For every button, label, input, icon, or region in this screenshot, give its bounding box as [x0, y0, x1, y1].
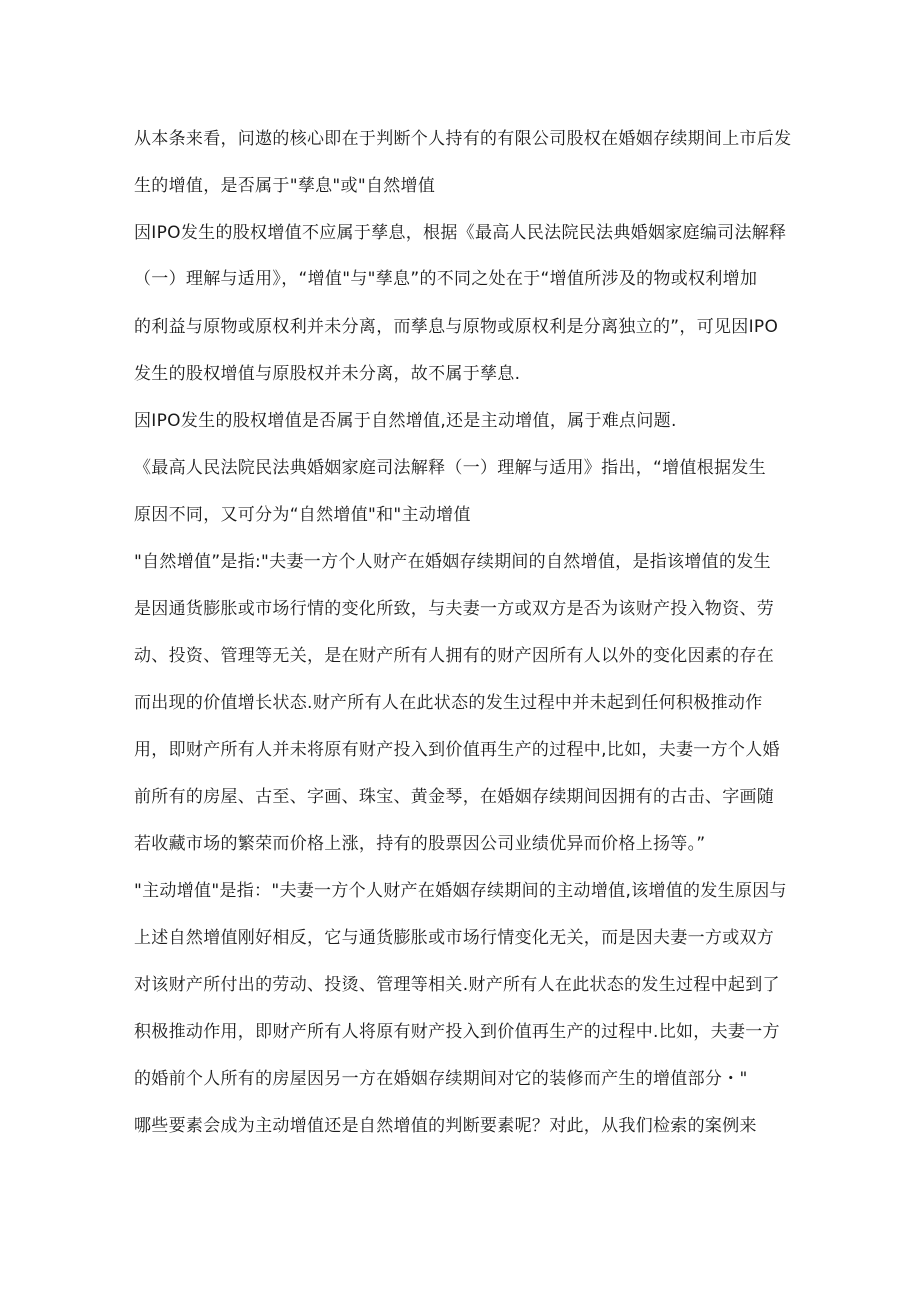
text-line: 而出现的价值增长状态.财产所有人在此状态的发生过程中并未起到任何积极推动作: [134, 693, 763, 713]
text-line: 发生的股权增值与原股权并未分离，故不属于孳息.: [134, 364, 521, 384]
text-line: （一）理解与适用》，“增值"与"孳息”的不同之处在于“增值所涉及的物或权利增加: [134, 269, 758, 289]
text-line: 积极推动作用，即财产所有人将原有财产投入到价值再生产的过程中.比如，夫妻一方: [134, 1022, 780, 1042]
text-line: 的利益与原物或原权利并未分离，而孳息与原物或原权利是分离独立的”，可见因IPO: [134, 317, 779, 337]
text-line: 对该财产所付出的劳动、投烫、管理等相关.财产所有人在此状态的发生过程中起到了: [134, 975, 780, 995]
text-line: 因IPO发生的股权增值不应属于孳息，根据《最高人民法院民法典婚姻家庭编司法解释: [134, 223, 787, 243]
text-line: 生的增值，是否属于"孳息"或"自然增值: [134, 176, 436, 196]
text-line: 前所有的房屋、古至、字画、珠宝、黄金琴，在婚姻存续期间因拥有的古击、字画随: [134, 787, 775, 807]
text-line: 动、投资、管理等无关，是在财产所有人拥有的财产因所有人以外的变化因素的存在: [134, 646, 775, 666]
text-line: 原因不同，又可分为“自然增值"和"主动增值: [134, 505, 471, 525]
text-line: 上述自然增值刚好相反，它与通货膨胀或市场行情变化无关，而是因夫妻一方或双方: [134, 928, 775, 948]
text-line: "主动增值"是指："夫妻一方个人财产在婚姻存续期间的主动增值,该增值的发生原因与: [134, 881, 787, 901]
text-line: 的婚前个人所有的房屋因另一方在婚姻存续期间对它的装修而产生的增值部分・": [134, 1069, 748, 1089]
text-line: 《最高人民法院民法典婚姻家庭司法解释（一）理解与适用》指出，“增值根据发生: [134, 458, 766, 478]
text-line: 因IPO发生的股权增值是否属于自然增值,还是主动增值，属于难点问题.: [134, 411, 677, 431]
text-line: 用，即财产所有人并未将原有财产投入到价值再生产的过程中,比如，夫妻一方个人婚: [134, 740, 780, 760]
text-line: 从本条来看，问遨的核心即在于判断个人持有的有限公司股权在婚姻存续期间上市后发: [134, 129, 792, 149]
text-line: 若收藏市场的繁荣而价格上涨，持有的股票因公司业绩优异而价格上扬等。”: [134, 834, 706, 854]
text-line: 哪些要素会成为主动增值还是自然增值的判断要素呢？对此，从我们检索的案例来: [134, 1116, 757, 1136]
text-line: 是因通货膨胀或市场行情的变化所致，与夫妻一方或双方是否为该财产投入物资、劳: [134, 599, 775, 619]
text-line: "自然增值”是指:"夫妻一方个人财产在婚姻存续期间的自然增值，是指该增值的发生: [134, 552, 771, 572]
